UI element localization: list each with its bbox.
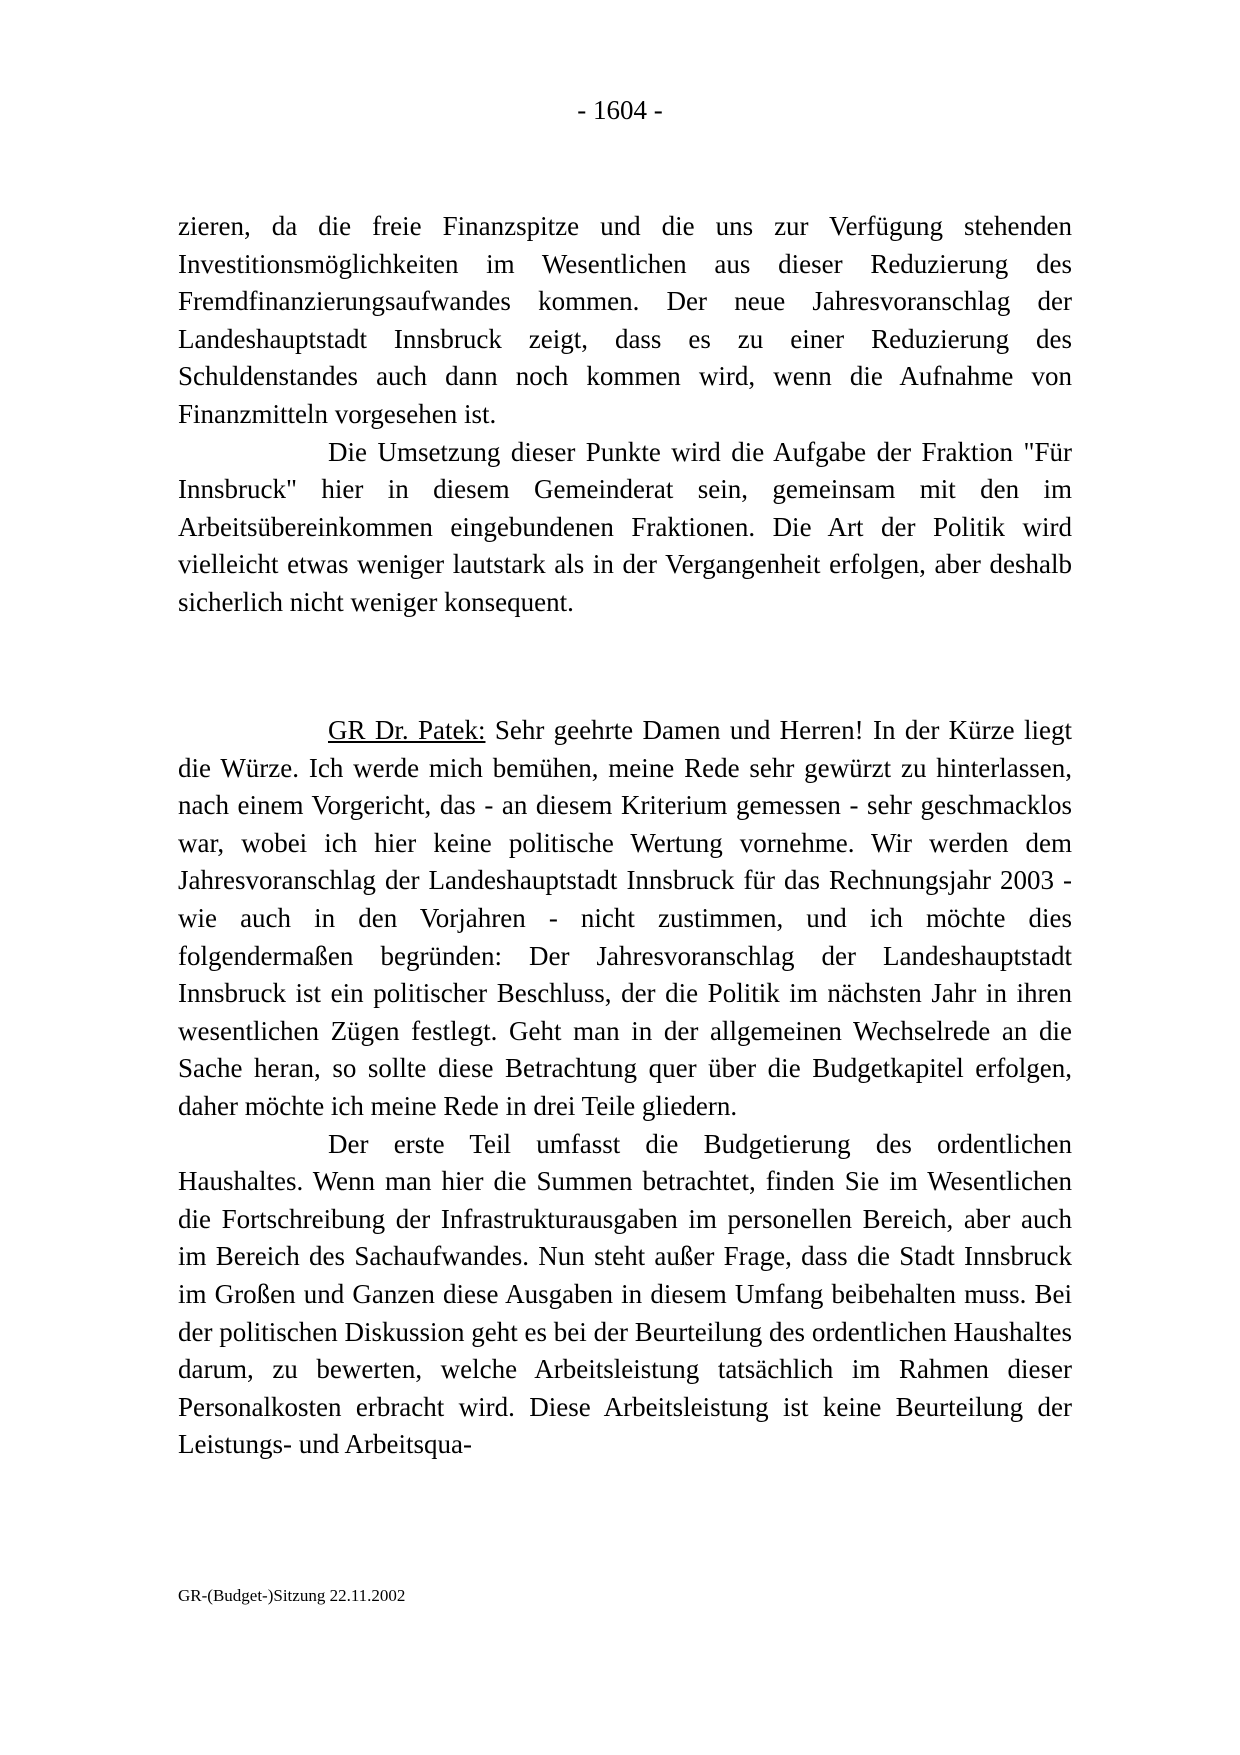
paragraph: Die Umsetzung dieser Punkte wird die Aufgabe der Fraktion "Für Innsbruck" hier in diesem Gemeinderat sein, gemeinsam mit den im Arbeitsübereinkommen eingebundenen Fraktionen. Die Art der Politik wird vielleicht etwas weniger lautstark als in der Vergangenheit erfolgen, aber deshalb sicherlich nicht weniger konsequent. <box>178 436 1072 617</box>
text-block-top <box>178 208 1072 622</box>
speech-text: Sehr geehrte Damen und Herren! In der Kürze liegt die Würze. Ich werde mich bemühen, meine Rede sehr gewürzt zu hinterlassen, nach einem Vorgericht, das - an diesem Kriterium gemessen - sehr geschmacklos war, wobei ich hier keine politische Wertung vornehme. Wir werden dem Jahresvoranschlag der Landeshauptstadt Innsbruck für das Rechnungsjahr 2003 - wie auch in den Vorjahren - nicht zustimmen, und ich möchte dies folgendermaßen begründen: Der Jahresvoranschlag der Landeshauptstadt Innsbruck ist ein politischer Beschluss, der die Politik im nächsten Jahr in ihren wesentlichen Zügen festlegt. Geht man in der allgemeinen Wechselrede an die Sache heran, so sollte diese Betrachtung quer über die Budgetkapitel erfolgen, daher möchte ich meine Rede in drei Teile gliedern. <box>178 715 1072 1121</box>
paragraph: zieren, da die freie Finanzspitze und die uns zur Verfügung stehenden Investitionsmöglichkeiten im Wesentlichen aus dieser Reduzierung des Fremdfinanzierungsaufwandes kommen. Der neue Jahresvoranschlag der Landeshauptstadt Innsbruck zeigt, dass es zu einer Reduzierung des Schuldenstandes auch dann noch kommen wird, wenn die Aufnahme von Finanzmitteln vorgesehen ist. <box>178 211 1072 429</box>
paragraph: Der erste Teil umfasst die Budgetierung des ordentlichen Haushaltes. Wenn man hier die Summen betrachtet, finden Sie im Wesentlichen die Fortschreibung der Infrastrukturausgaben im personellen Bereich, aber auch im Bereich des Sachaufwandes. Nun steht außer Frage, dass die Stadt Innsbruck im Großen und Ganzen diese Ausgaben in diesem Umfang beibehalten muss. Bei der politischen Diskussion geht es bei der Beurteilung des ordentlichen Haushaltes darum, zu bewerten, welche Arbeitsleistung tatsächlich im Rahmen dieser Personalkosten erbracht wird. Diese Arbeitsleistung ist keine Beurteilung der Leistungs- und Arbeitsqua- <box>178 1128 1072 1460</box>
speaker-name: GR Dr. Patek: <box>328 715 486 745</box>
footer-session-date: GR-(Budget-)Sitzung 22.11.2002 <box>178 1586 406 1605</box>
page-number: - 1604 - <box>577 95 663 125</box>
speech-paragraph <box>178 712 1072 1126</box>
text-block-speech <box>178 712 1072 1464</box>
